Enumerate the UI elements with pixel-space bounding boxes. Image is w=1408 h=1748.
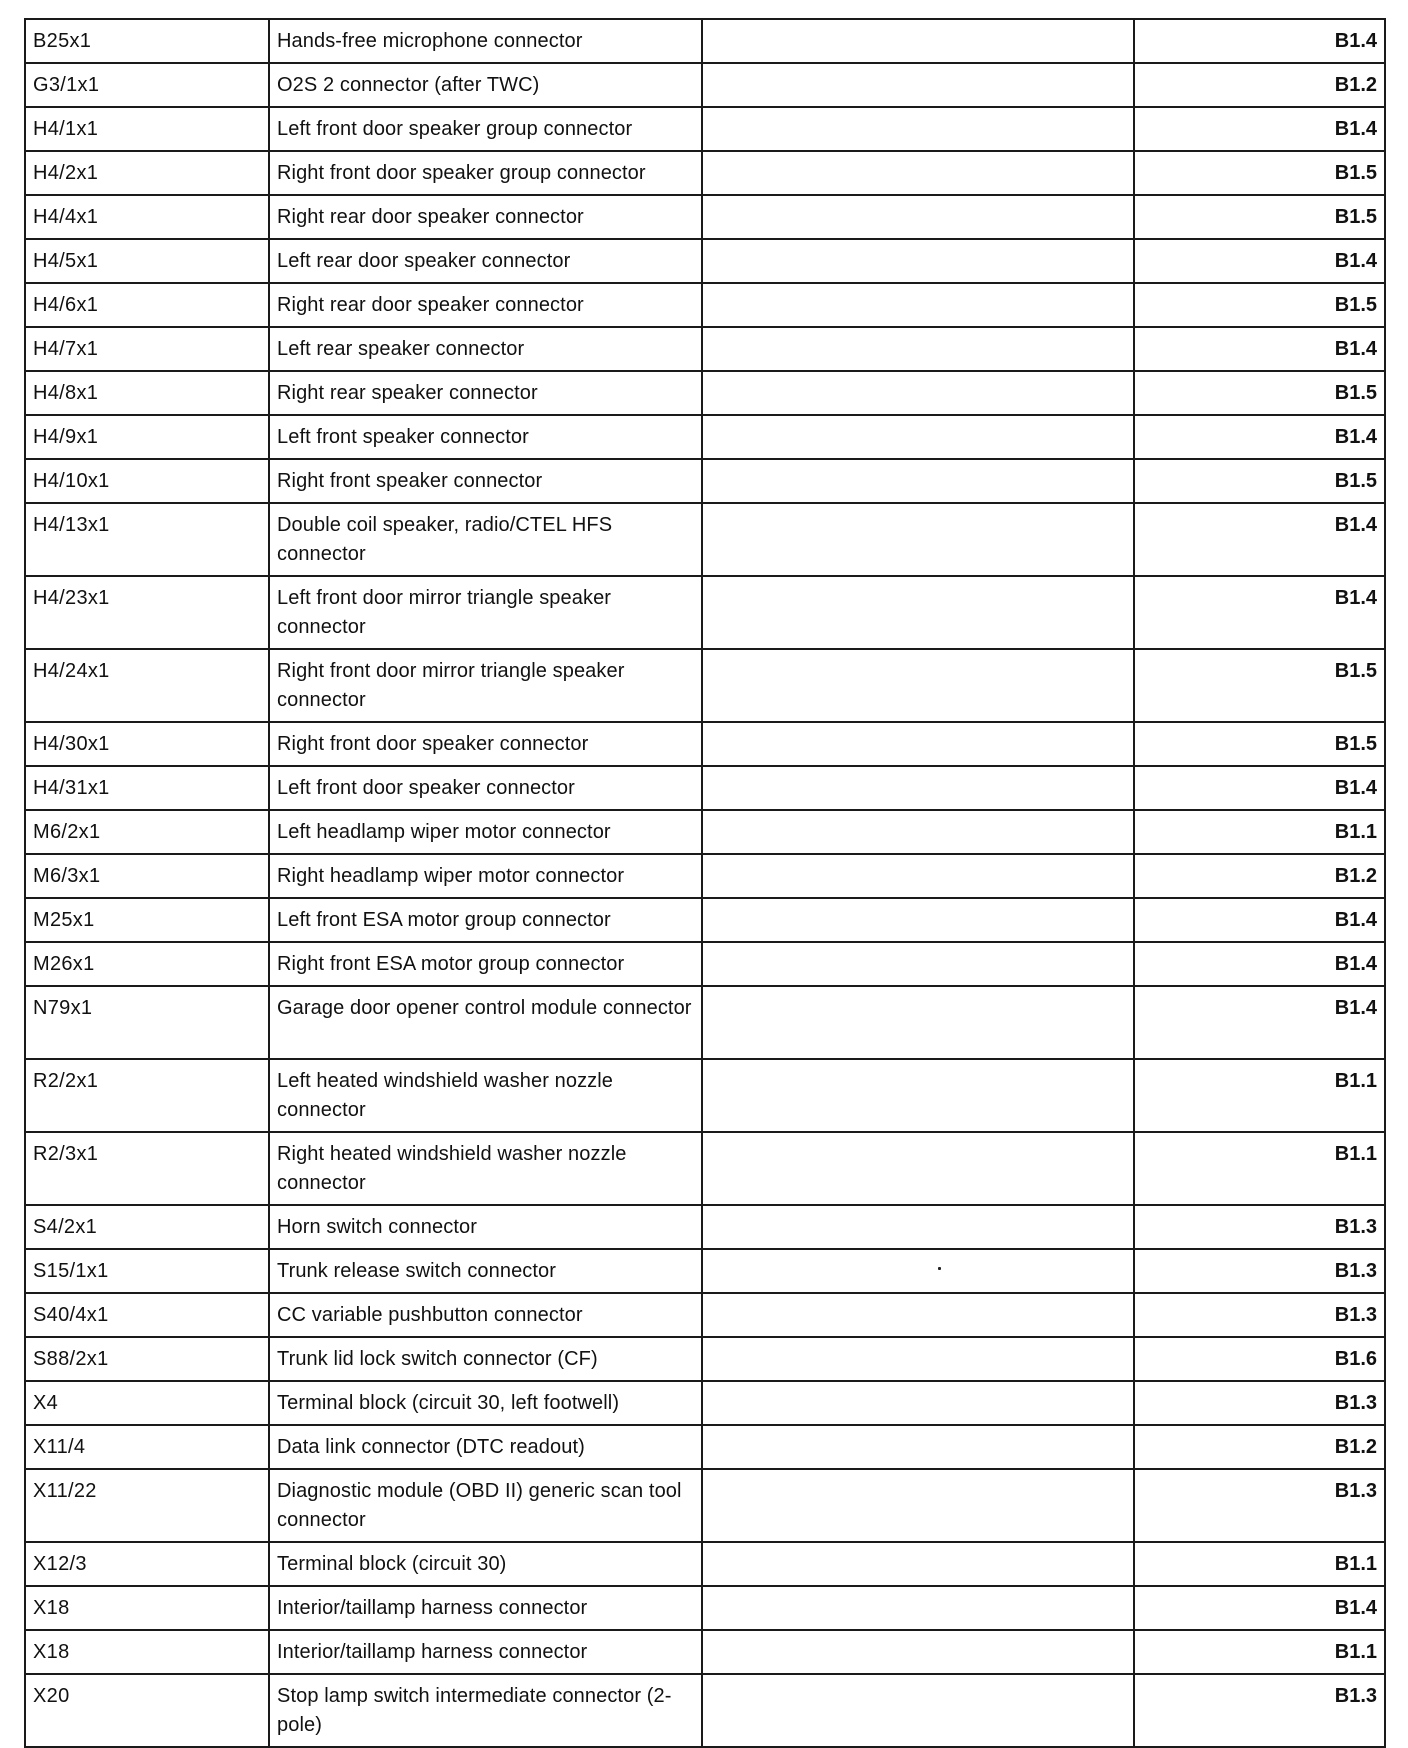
component-code: H4/2x1	[25, 151, 269, 195]
component-code: M25x1	[25, 898, 269, 942]
component-description: Right front door speaker group connector	[269, 151, 702, 195]
grid-location: B1.3	[1134, 1293, 1385, 1337]
grid-location: B1.4	[1134, 19, 1385, 63]
blank-cell	[702, 1630, 1134, 1674]
component-code: H4/30x1	[25, 722, 269, 766]
grid-location: B1.5	[1134, 151, 1385, 195]
component-code: H4/24x1	[25, 649, 269, 722]
grid-location: B1.5	[1134, 459, 1385, 503]
component-code: H4/13x1	[25, 503, 269, 576]
blank-cell	[702, 371, 1134, 415]
component-code: R2/3x1	[25, 1132, 269, 1205]
table-row	[25, 503, 1385, 576]
component-description: Right heated windshield washer nozzle connector	[269, 1132, 702, 1205]
table-row	[25, 1381, 1385, 1425]
blank-cell	[702, 649, 1134, 722]
component-description: Trunk release switch connector	[269, 1249, 702, 1293]
table-row	[25, 239, 1385, 283]
grid-location: B1.4	[1134, 898, 1385, 942]
component-description: Left front door mirror triangle speaker connector	[269, 576, 702, 649]
table-row	[25, 766, 1385, 810]
table-row	[25, 942, 1385, 986]
grid-location: B1.4	[1134, 576, 1385, 649]
table-row	[25, 576, 1385, 649]
grid-location: B1.2	[1134, 63, 1385, 107]
table-row	[25, 854, 1385, 898]
grid-location: B1.4	[1134, 1586, 1385, 1630]
table-row	[25, 1205, 1385, 1249]
grid-location: B1.1	[1134, 1542, 1385, 1586]
table-row	[25, 1674, 1385, 1747]
component-description: Hands-free microphone connector	[269, 19, 702, 63]
component-description: Left front speaker connector	[269, 415, 702, 459]
grid-location: B1.6	[1134, 1337, 1385, 1381]
blank-cell	[702, 1542, 1134, 1586]
component-code: H4/8x1	[25, 371, 269, 415]
component-description: Right front door mirror triangle speaker connector	[269, 649, 702, 722]
grid-location: B1.4	[1134, 766, 1385, 810]
grid-location: B1.4	[1134, 415, 1385, 459]
table-row	[25, 898, 1385, 942]
blank-cell	[702, 1586, 1134, 1630]
component-code: H4/31x1	[25, 766, 269, 810]
component-description: Diagnostic module (OBD II) generic scan tool connector	[269, 1469, 702, 1542]
table-row	[25, 810, 1385, 854]
blank-cell	[702, 239, 1134, 283]
component-description: Right headlamp wiper motor connector	[269, 854, 702, 898]
blank-cell	[702, 1381, 1134, 1425]
component-description: Left front door speaker group connector	[269, 107, 702, 151]
component-code: H4/6x1	[25, 283, 269, 327]
component-description: Right front door speaker connector	[269, 722, 702, 766]
blank-cell	[702, 195, 1134, 239]
blank-cell	[702, 151, 1134, 195]
table-row	[25, 1469, 1385, 1542]
table-row	[25, 1293, 1385, 1337]
component-description: Left headlamp wiper motor connector	[269, 810, 702, 854]
component-code: R2/2x1	[25, 1059, 269, 1132]
grid-location: B1.4	[1134, 327, 1385, 371]
blank-cell	[702, 810, 1134, 854]
grid-location: B1.5	[1134, 722, 1385, 766]
grid-location: B1.5	[1134, 649, 1385, 722]
connector-location-sheet	[24, 18, 1384, 1748]
table-row	[25, 371, 1385, 415]
grid-location: B1.5	[1134, 371, 1385, 415]
blank-cell	[702, 1425, 1134, 1469]
component-description: Double coil speaker, radio/CTEL HFS connector	[269, 503, 702, 576]
table-row	[25, 459, 1385, 503]
blank-cell	[702, 898, 1134, 942]
component-description: Data link connector (DTC readout)	[269, 1425, 702, 1469]
component-code: H4/7x1	[25, 327, 269, 371]
table-row	[25, 986, 1385, 1059]
blank-cell	[702, 107, 1134, 151]
component-code: H4/5x1	[25, 239, 269, 283]
component-description: Interior/taillamp harness connector	[269, 1630, 702, 1674]
component-description: Horn switch connector	[269, 1205, 702, 1249]
component-description: Left front ESA motor group connector	[269, 898, 702, 942]
component-description: Garage door opener control module connector	[269, 986, 702, 1059]
component-description: Left rear speaker connector	[269, 327, 702, 371]
table-row	[25, 415, 1385, 459]
grid-location: B1.1	[1134, 1059, 1385, 1132]
blank-cell	[702, 1205, 1134, 1249]
table-row	[25, 151, 1385, 195]
blank-cell	[702, 766, 1134, 810]
component-description: Left heated windshield washer nozzle connector	[269, 1059, 702, 1132]
blank-cell	[702, 986, 1134, 1059]
blank-cell	[702, 19, 1134, 63]
table-row	[25, 1425, 1385, 1469]
blank-cell	[702, 327, 1134, 371]
grid-location: B1.1	[1134, 1630, 1385, 1674]
component-code: H4/1x1	[25, 107, 269, 151]
component-code: S4/2x1	[25, 1205, 269, 1249]
blank-cell	[702, 942, 1134, 986]
table-row	[25, 722, 1385, 766]
blank-cell	[702, 1293, 1134, 1337]
grid-location: B1.5	[1134, 195, 1385, 239]
grid-location: B1.4	[1134, 239, 1385, 283]
component-description: CC variable pushbutton connector	[269, 1293, 702, 1337]
table-row	[25, 1337, 1385, 1381]
component-code: H4/23x1	[25, 576, 269, 649]
grid-location: B1.3	[1134, 1381, 1385, 1425]
blank-cell	[702, 722, 1134, 766]
component-description: Interior/taillamp harness connector	[269, 1586, 702, 1630]
component-code: X11/4	[25, 1425, 269, 1469]
grid-location: B1.3	[1134, 1674, 1385, 1747]
table-row	[25, 1542, 1385, 1586]
component-code: S40/4x1	[25, 1293, 269, 1337]
component-code: X11/22	[25, 1469, 269, 1542]
grid-location: B1.3	[1134, 1205, 1385, 1249]
blank-cell	[702, 1132, 1134, 1205]
component-description: O2S 2 connector (after TWC)	[269, 63, 702, 107]
grid-location: B1.3	[1134, 1249, 1385, 1293]
blank-cell	[702, 854, 1134, 898]
scan-speck	[938, 1267, 941, 1270]
component-description: Stop lamp switch intermediate connector (2-pole)	[269, 1674, 702, 1747]
blank-cell	[702, 1337, 1134, 1381]
grid-location: B1.4	[1134, 107, 1385, 151]
component-code: X18	[25, 1586, 269, 1630]
table-row	[25, 1630, 1385, 1674]
table-row	[25, 63, 1385, 107]
component-code: H4/10x1	[25, 459, 269, 503]
component-description: Right front ESA motor group connector	[269, 942, 702, 986]
component-code: M6/2x1	[25, 810, 269, 854]
component-description: Left rear door speaker connector	[269, 239, 702, 283]
component-description: Right rear door speaker connector	[269, 195, 702, 239]
table-row	[25, 1132, 1385, 1205]
component-code: H4/4x1	[25, 195, 269, 239]
blank-cell	[702, 1674, 1134, 1747]
component-description: Right rear door speaker connector	[269, 283, 702, 327]
table-row	[25, 1249, 1385, 1293]
grid-location: B1.2	[1134, 1425, 1385, 1469]
blank-cell	[702, 63, 1134, 107]
blank-cell	[702, 1249, 1134, 1293]
table-row	[25, 1059, 1385, 1132]
component-description: Terminal block (circuit 30, left footwell)	[269, 1381, 702, 1425]
component-description: Trunk lid lock switch connector (CF)	[269, 1337, 702, 1381]
component-code: G3/1x1	[25, 63, 269, 107]
table-row	[25, 649, 1385, 722]
component-code: X4	[25, 1381, 269, 1425]
component-code: S15/1x1	[25, 1249, 269, 1293]
component-code: H4/9x1	[25, 415, 269, 459]
grid-location: B1.4	[1134, 503, 1385, 576]
table-row	[25, 19, 1385, 63]
component-description: Left front door speaker connector	[269, 766, 702, 810]
blank-cell	[702, 503, 1134, 576]
grid-location: B1.4	[1134, 942, 1385, 986]
blank-cell	[702, 415, 1134, 459]
blank-cell	[702, 1469, 1134, 1542]
component-code: M6/3x1	[25, 854, 269, 898]
component-code: S88/2x1	[25, 1337, 269, 1381]
table-row	[25, 107, 1385, 151]
component-code: M26x1	[25, 942, 269, 986]
table-row	[25, 283, 1385, 327]
blank-cell	[702, 459, 1134, 503]
component-description: Right rear speaker connector	[269, 371, 702, 415]
table-row	[25, 327, 1385, 371]
component-code: B25x1	[25, 19, 269, 63]
grid-location: B1.4	[1134, 986, 1385, 1059]
grid-location: B1.2	[1134, 854, 1385, 898]
table-row	[25, 1586, 1385, 1630]
grid-location: B1.1	[1134, 810, 1385, 854]
blank-cell	[702, 1059, 1134, 1132]
component-code: X12/3	[25, 1542, 269, 1586]
component-description: Right front speaker connector	[269, 459, 702, 503]
component-code: X18	[25, 1630, 269, 1674]
connector-table	[24, 18, 1386, 1748]
grid-location: B1.5	[1134, 283, 1385, 327]
component-description: Terminal block (circuit 30)	[269, 1542, 702, 1586]
table-row	[25, 195, 1385, 239]
grid-location: B1.1	[1134, 1132, 1385, 1205]
component-code: N79x1	[25, 986, 269, 1059]
grid-location: B1.3	[1134, 1469, 1385, 1542]
blank-cell	[702, 576, 1134, 649]
component-code: X20	[25, 1674, 269, 1747]
blank-cell	[702, 283, 1134, 327]
